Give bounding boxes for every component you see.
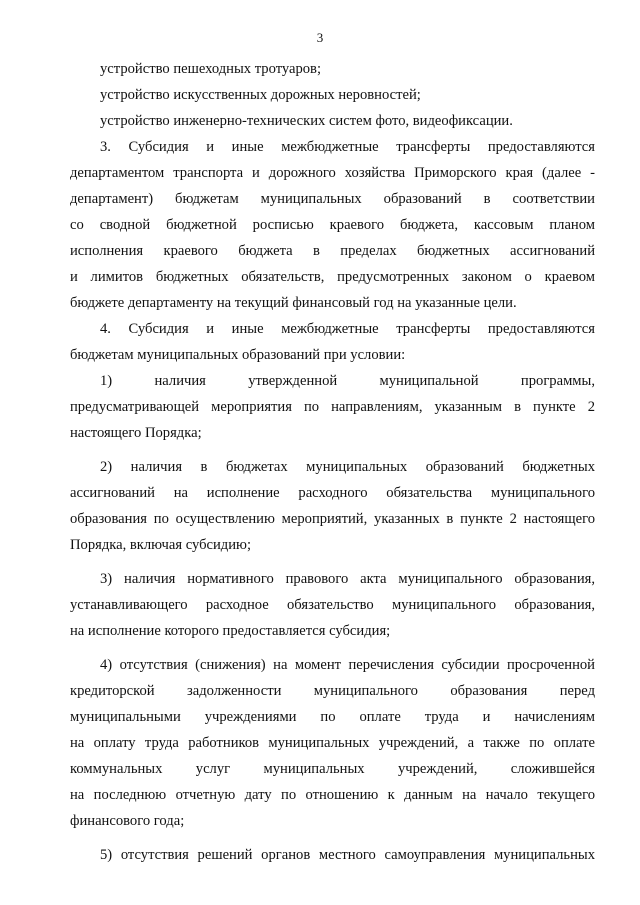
condition-2-line: ассигнований на исполнение расходного обязательства муниципального [70, 485, 595, 501]
page-number: 3 [316, 30, 324, 45]
document-body [70, 56, 595, 868]
condition-5-line: 5) отсутствия решений органов местного самоуправления муниципальных [100, 847, 595, 863]
paragraph-3-line: бюджете департаменту на текущий финансовый год на указанные цели. [70, 295, 517, 311]
paragraph-3-line: со сводной бюджетной росписью краевого бюджета, кассовым планом [70, 217, 595, 233]
condition-4-line: муниципальными учреждениями по оплате труда и начислениям [70, 709, 595, 725]
condition-4-line: финансового года; [70, 813, 185, 829]
text-line: устройство искусственных дорожных неровностей; [100, 87, 421, 103]
condition-2-line: 2) наличия в бюджетах муниципальных образований бюджетных [100, 459, 595, 475]
condition-4-line: 4) отсутствия (снижения) на момент перечисления субсидии просроченной [100, 657, 595, 673]
condition-1-line: предусматривающей мероприятия по направлениям, указанным в пункте 2 [70, 399, 595, 415]
condition-3-line: устанавливающего расходное обязательство муниципального образования, [70, 597, 595, 613]
text-line: устройство пешеходных тротуаров; [100, 61, 322, 77]
condition-4-line: коммунальных услуг муниципальных учреждений, сложившейся [70, 761, 595, 777]
text-line: устройство инженерно-технических систем фото, видеофиксации. [100, 113, 513, 129]
paragraph-3-line: департаментом транспорта и дорожного хозяйства Приморского края (далее - [70, 165, 595, 181]
paragraph-3-line: департамент) бюджетам муниципальных образований в соответствии [70, 191, 595, 207]
condition-1-line: 1) наличия утвержденной муниципальной программы, [100, 373, 595, 389]
paragraph-3-line: 3. Субсидия и иные межбюджетные трансферты предоставляются [100, 139, 595, 155]
condition-1-line: настоящего Порядка; [70, 425, 202, 441]
paragraph-4-line: бюджетам муниципальных образований при условии: [70, 347, 406, 363]
condition-2-line: Порядка, включая субсидию; [70, 537, 251, 553]
condition-4-line: кредиторской задолженности муниципального образования перед [70, 683, 595, 699]
paragraph-4-line: 4. Субсидия и иные межбюджетные трансферты предоставляются [100, 321, 595, 337]
condition-3-line: 3) наличия нормативного правового акта муниципального образования, [100, 571, 595, 587]
condition-2-line: образования по осуществлению мероприятий, указанных в пункте 2 настоящего [70, 511, 595, 527]
condition-3-line: на исполнение которого предоставляется субсидия; [70, 623, 391, 639]
condition-4-line: на оплату труда работников муниципальных учреждений, а также по оплате [70, 735, 595, 751]
condition-4-line: на последнюю отчетную дату по отношению к данным на начало текущего [70, 787, 595, 803]
paragraph-3-line: и лимитов бюджетных обязательств, предусмотренных законом о краевом [70, 269, 595, 285]
paragraph-3-line: исполнения краевого бюджета в пределах бюджетных ассигнований [70, 243, 595, 259]
